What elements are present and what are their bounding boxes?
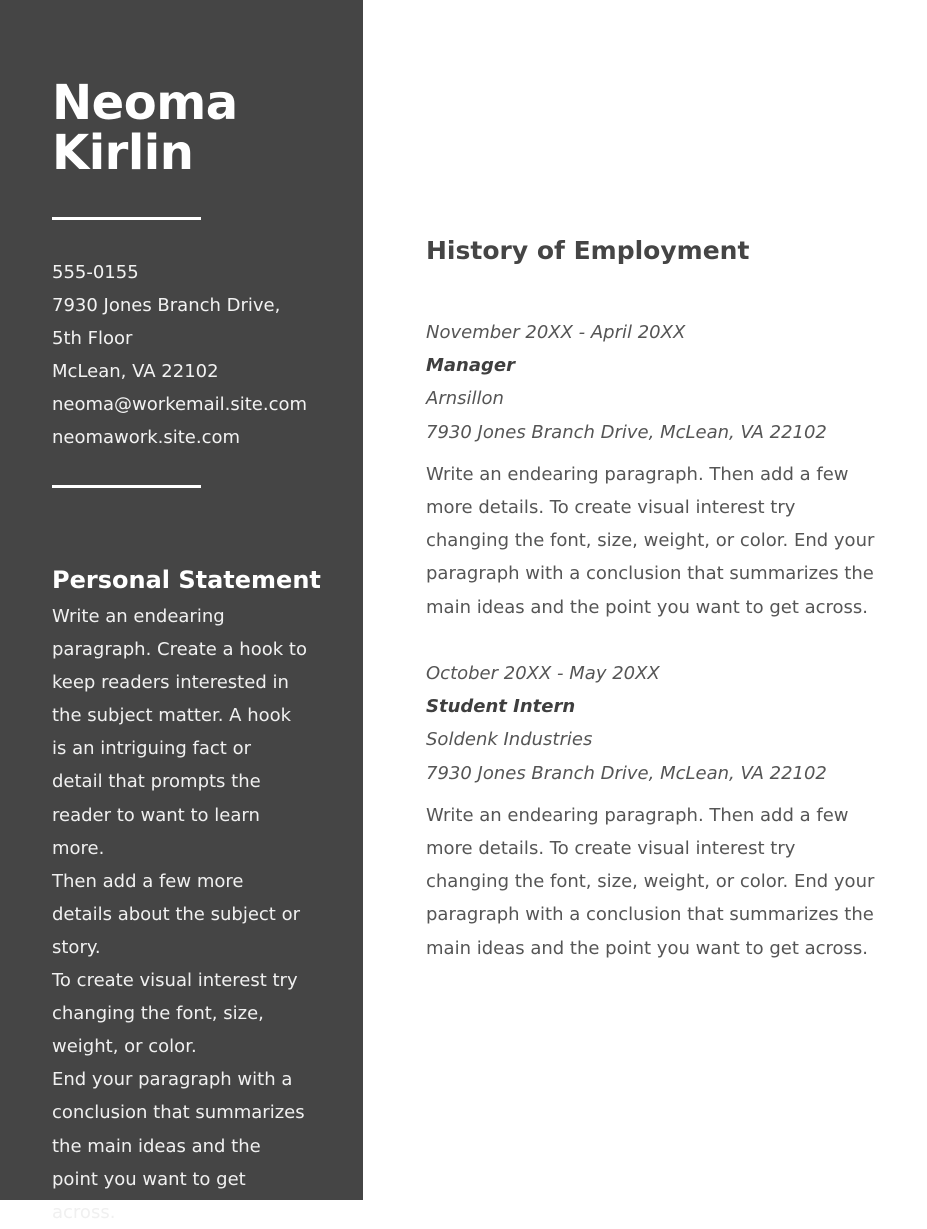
address-line-3: McLean, VA 22102 (52, 361, 219, 382)
candidate-name (52, 75, 238, 181)
personal-statement-body (52, 600, 307, 1229)
job-description: Write an endearing paragraph. Then add a few more details. To create visual interest try changing the font, size, weight, or color. End your paragraph with a conclusion that summarizes the main ideas and the point you want to get across. (426, 804, 875, 959)
personal-statement-paragraph: To create visual interest try changing the font, size, weight, or color. (52, 970, 298, 1058)
divider-bottom (52, 485, 201, 488)
contact-block (52, 256, 307, 454)
personal-statement-paragraph: Write an endearing paragraph. Create a hook to keep readers interested in the subject matter. A hook is an intriguing fact or detail that prompts the reader to want to learn more. (52, 606, 307, 859)
job-description: Write an endearing paragraph. Then add a few more details. To create visual interest try changing the font, size, weight, or color. End your paragraph with a conclusion that summarizes the main ideas and the point you want to get across. (426, 463, 875, 618)
job-address: 7930 Jones Branch Drive, McLean, VA 22102 (426, 421, 827, 443)
job-title: Manager (426, 355, 515, 377)
personal-statement-paragraph: End your paragraph with a conclusion that summarizes the main ideas and the point you want to get across. (52, 1069, 305, 1223)
job-company: Soldenk Industries (426, 729, 593, 751)
job-entry (426, 657, 876, 965)
phone-number: 555-0155 (52, 262, 139, 283)
address-line-1: 7930 Jones Branch Drive, (52, 295, 281, 316)
address-line-2: 5th Floor (52, 328, 133, 349)
sidebar (0, 0, 363, 1223)
job-title: Student Intern (426, 696, 576, 718)
website: neomawork.site.com (52, 427, 241, 448)
main-content (363, 0, 927, 1200)
job-entry (426, 316, 876, 624)
last-name: Kirlin (52, 125, 194, 181)
personal-statement-paragraph: Then add a few more details about the subject or story. (52, 870, 300, 958)
divider-top (52, 217, 201, 220)
job-dates: November 20XX - April 20XX (426, 322, 686, 343)
job-dates: October 20XX - May 20XX (426, 663, 660, 684)
email-address: neoma@workemail.site.com (52, 394, 308, 415)
employment-heading: History of Employment (426, 236, 750, 265)
job-company: Arnsillon (426, 388, 504, 410)
personal-statement-heading: Personal Statement (52, 566, 321, 594)
first-name: Neoma (52, 75, 238, 131)
job-address: 7930 Jones Branch Drive, McLean, VA 22102 (426, 762, 827, 784)
